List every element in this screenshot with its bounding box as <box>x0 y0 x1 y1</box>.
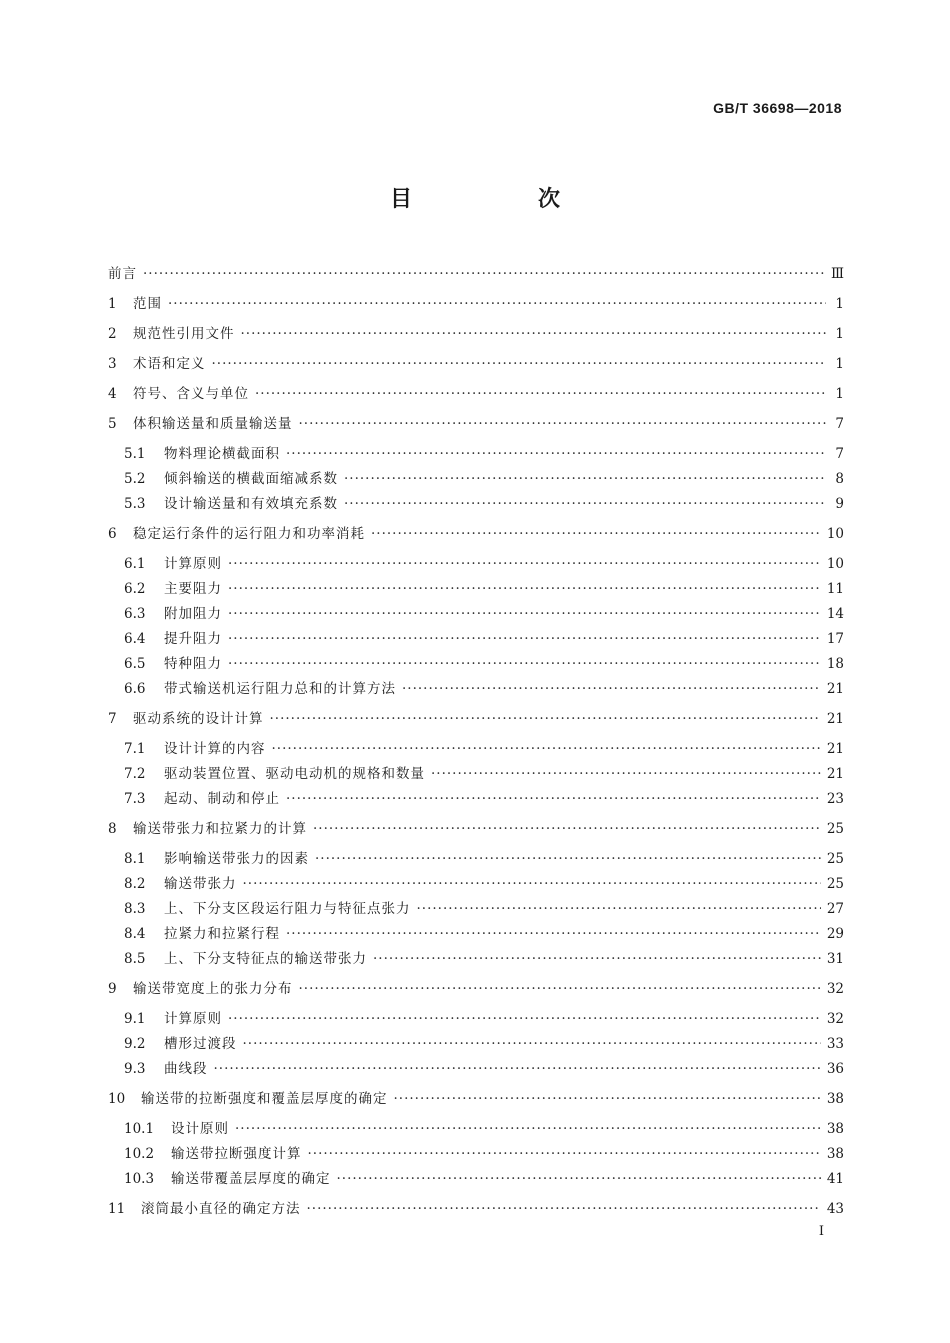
toc-entry-page: 21 <box>826 766 844 782</box>
toc-entry <box>124 762 844 786</box>
toc-dot-leader <box>286 442 826 466</box>
toc-entry <box>124 602 844 626</box>
toc-entry-page: 1 <box>835 296 844 312</box>
toc-entry <box>108 707 844 731</box>
toc-entry-number: 8.4 <box>124 926 146 942</box>
toc-entry-page: 29 <box>826 926 844 942</box>
toc-dot-leader <box>228 1007 821 1031</box>
toc-entry <box>124 652 844 676</box>
toc-entry-label: 上、下分支区段运行阻力与特征点张力 <box>164 901 411 917</box>
toc-entry-number: 8.5 <box>124 951 146 967</box>
toc-entry-label: 起动、制动和停止 <box>164 791 280 807</box>
toc-entry-page: 43 <box>826 1201 844 1217</box>
toc-entry-number: 10.1 <box>124 1121 155 1137</box>
toc-entry <box>124 1007 844 1031</box>
toc-entry <box>108 322 844 346</box>
toc-entry-number: 10.3 <box>124 1171 155 1187</box>
toc-entry <box>124 577 844 601</box>
toc-entry-number: 6.1 <box>124 556 146 572</box>
toc-entry <box>108 292 844 316</box>
toc-entry-number: 8.3 <box>124 901 146 917</box>
toc-entry-page: 32 <box>826 981 844 997</box>
toc-dot-leader <box>394 1087 821 1111</box>
toc-entry-number: 3 <box>108 356 117 372</box>
toc-entry <box>124 1142 844 1166</box>
toc-entry-page: 9 <box>835 496 844 512</box>
toc-entry-number: 6.3 <box>124 606 146 622</box>
toc-entry <box>124 552 844 576</box>
toc-entry-label: 提升阻力 <box>164 631 222 647</box>
toc-entry-page: 25 <box>826 851 844 867</box>
toc-entry-page: 10 <box>826 526 844 542</box>
toc-entry <box>124 1117 844 1141</box>
toc-entry-label: 影响输送带张力的因素 <box>164 851 309 867</box>
toc-entry-number: 11 <box>108 1201 126 1217</box>
toc-dot-leader <box>307 1197 821 1221</box>
toc-entry <box>124 897 844 921</box>
toc-dot-leader <box>402 677 821 701</box>
toc-entry-label: 附加阻力 <box>164 606 222 622</box>
toc-entry-page: 21 <box>826 741 844 757</box>
toc-entry-number: 6.6 <box>124 681 146 697</box>
toc-entry <box>108 1087 844 1111</box>
toc-entry-number: 9.1 <box>124 1011 146 1027</box>
toc-dot-leader <box>228 602 821 626</box>
toc-entry <box>124 787 844 811</box>
toc-dot-leader <box>417 897 821 921</box>
toc-entry-label: 规范性引用文件 <box>133 326 235 342</box>
toc-entry-label: 驱动装置位置、驱动电动机的规格和数量 <box>164 766 425 782</box>
page-title: 目 次 <box>389 187 612 212</box>
toc-dot-leader <box>431 762 821 786</box>
toc-entry <box>108 1197 844 1221</box>
toc-entry-label: 稳定运行条件的运行阻力和功率消耗 <box>133 526 365 542</box>
toc-entry <box>108 262 844 286</box>
toc-entry-number: 9.2 <box>124 1036 146 1052</box>
toc-dot-leader <box>270 707 821 731</box>
toc-dot-leader <box>344 492 826 516</box>
toc-dot-leader <box>286 922 821 946</box>
toc-entry <box>124 467 844 491</box>
toc-entry-page: 1 <box>835 386 844 402</box>
toc-entry-page: 1 <box>835 326 844 342</box>
toc-entry-number: 1 <box>108 296 117 312</box>
toc-entry-number: 8 <box>108 821 117 837</box>
toc-entry-number: 10.2 <box>124 1146 155 1162</box>
toc-entry <box>124 492 844 516</box>
toc-entry-page: 21 <box>826 711 844 727</box>
toc-entry-number: 9 <box>108 981 117 997</box>
toc-entry <box>124 1032 844 1056</box>
toc-entry-number: 7 <box>108 711 117 727</box>
toc-entry <box>108 817 844 841</box>
toc-entry-number: 8.1 <box>124 851 146 867</box>
toc-entry-number: 6.5 <box>124 656 146 672</box>
toc-entry-label: 范围 <box>133 296 162 312</box>
toc-entry-label: 前言 <box>108 266 137 282</box>
toc-dot-leader <box>214 1057 821 1081</box>
toc-entry-number: 7.3 <box>124 791 146 807</box>
toc-entry-page: 7 <box>835 446 844 462</box>
toc-dot-leader <box>315 847 821 871</box>
toc-entry <box>124 627 844 651</box>
toc-entry-label: 输送带宽度上的张力分布 <box>133 981 293 997</box>
toc-entry-number: 6 <box>108 526 117 542</box>
toc-entry <box>108 352 844 376</box>
toc-entry-page: 8 <box>835 471 844 487</box>
toc-entry <box>124 1167 844 1191</box>
toc-entry-label: 物料理论横截面积 <box>164 446 280 462</box>
toc-entry-number: 6.2 <box>124 581 146 597</box>
toc-entry-page: 38 <box>826 1146 844 1162</box>
toc-entry-label: 槽形过渡段 <box>164 1036 237 1052</box>
toc-entry-label: 符号、含义与单位 <box>133 386 249 402</box>
toc-entry-number: 5.2 <box>124 471 146 487</box>
toc-dot-leader <box>243 872 821 896</box>
toc-entry-label: 计算原则 <box>164 556 222 572</box>
toc-dot-leader <box>373 947 821 971</box>
toc-dot-leader <box>337 1167 821 1191</box>
toc-dot-leader <box>255 382 826 406</box>
toc-entry-label: 设计输送量和有效填充系数 <box>164 496 338 512</box>
toc-entry-label: 输送带拉断强度计算 <box>171 1146 302 1162</box>
toc-entry-page: 41 <box>826 1171 844 1187</box>
toc-entry-page: 32 <box>826 1011 844 1027</box>
toc-dot-leader <box>228 652 821 676</box>
toc-entry <box>124 737 844 761</box>
toc-entry <box>108 977 844 1001</box>
toc-entry-page: 27 <box>826 901 844 917</box>
toc-entry-number: 5 <box>108 416 117 432</box>
toc-entry <box>108 382 844 406</box>
toc-entry-label: 输送带覆盖层厚度的确定 <box>171 1171 331 1187</box>
toc-entry-number: 6.4 <box>124 631 146 647</box>
toc-entry-page: 31 <box>826 951 844 967</box>
toc-entry-number: 4 <box>108 386 117 402</box>
toc-dot-leader <box>243 1032 821 1056</box>
toc-entry-number: 7.1 <box>124 741 146 757</box>
toc-entry-page: 11 <box>826 581 844 597</box>
toc-entry <box>108 412 844 436</box>
toc-entry-label: 输送带的拉断强度和覆盖层厚度的确定 <box>141 1091 388 1107</box>
toc-dot-leader <box>228 577 821 601</box>
standard-code: GB/T 36698—2018 <box>713 100 842 116</box>
toc-dot-leader <box>299 977 821 1001</box>
toc-dot-leader <box>212 352 827 376</box>
toc-entry-page: 23 <box>826 791 844 807</box>
toc-entry-page: 36 <box>826 1061 844 1077</box>
toc-entry-label: 曲线段 <box>164 1061 208 1077</box>
toc-dot-leader <box>371 522 821 546</box>
toc-entry <box>124 442 844 466</box>
toc-entry-page: 38 <box>826 1091 844 1107</box>
toc-entry-label: 滚筒最小直径的确定方法 <box>141 1201 301 1217</box>
toc-dot-leader <box>235 1117 821 1141</box>
toc-entry-label: 体积输送量和质量输送量 <box>133 416 293 432</box>
toc-dot-leader <box>228 627 821 651</box>
toc-entry-number: 8.2 <box>124 876 146 892</box>
toc-entry-label: 计算原则 <box>164 1011 222 1027</box>
toc-entry-page: 17 <box>826 631 844 647</box>
toc-entry-number: 9.3 <box>124 1061 146 1077</box>
toc-entry <box>108 522 844 546</box>
toc-entry-label: 输送带张力和拉紧力的计算 <box>133 821 307 837</box>
toc-dot-leader <box>313 817 821 841</box>
toc-entry-page: 38 <box>826 1121 844 1137</box>
toc-dot-leader <box>308 1142 821 1166</box>
toc-entry <box>124 1057 844 1081</box>
toc-entry-label: 驱动系统的设计计算 <box>133 711 264 727</box>
toc-entry-page: 14 <box>826 606 844 622</box>
toc-dot-leader <box>228 552 821 576</box>
toc-dot-leader <box>299 412 827 436</box>
toc-entry-label: 设计原则 <box>171 1121 229 1137</box>
toc-entry-label: 设计计算的内容 <box>164 741 266 757</box>
toc-entry-label: 上、下分支特征点的输送带张力 <box>164 951 367 967</box>
toc-entry-label: 主要阻力 <box>164 581 222 597</box>
toc-dot-leader <box>286 787 821 811</box>
page-number: I <box>818 1224 824 1239</box>
toc-dot-leader <box>344 467 826 491</box>
toc-entry-page: 21 <box>826 681 844 697</box>
toc-entry-label: 特种阻力 <box>164 656 222 672</box>
toc-entry <box>124 872 844 896</box>
toc-entry-label: 术语和定义 <box>133 356 206 372</box>
toc-entry <box>124 922 844 946</box>
toc-dot-leader <box>143 262 825 286</box>
toc-entry-number: 5.1 <box>124 446 146 462</box>
toc-entry-page: 33 <box>826 1036 844 1052</box>
toc-entry-label: 拉紧力和拉紧行程 <box>164 926 280 942</box>
toc-entry <box>124 847 844 871</box>
toc-entry-number: 5.3 <box>124 496 146 512</box>
toc-entry-page: 7 <box>835 416 844 432</box>
toc-dot-leader <box>241 322 827 346</box>
toc-entry-page: 25 <box>826 821 844 837</box>
toc-dot-leader <box>168 292 826 316</box>
toc-entry-page: 10 <box>826 556 844 572</box>
toc-entry <box>124 947 844 971</box>
toc-entry-page: 25 <box>826 876 844 892</box>
toc-entry-page: 18 <box>826 656 844 672</box>
toc-entry-number: 10 <box>108 1091 126 1107</box>
toc-entry-number: 2 <box>108 326 117 342</box>
toc-entry-page: 1 <box>835 356 844 372</box>
toc-entry-page: Ⅲ <box>830 266 844 282</box>
toc-entry-number: 7.2 <box>124 766 146 782</box>
toc-entry-label: 输送带张力 <box>164 876 237 892</box>
toc-dot-leader <box>272 737 821 761</box>
toc-entry-label: 倾斜输送的横截面缩减系数 <box>164 471 338 487</box>
toc-entry <box>124 677 844 701</box>
toc-entry-label: 带式输送机运行阻力总和的计算方法 <box>164 681 396 697</box>
